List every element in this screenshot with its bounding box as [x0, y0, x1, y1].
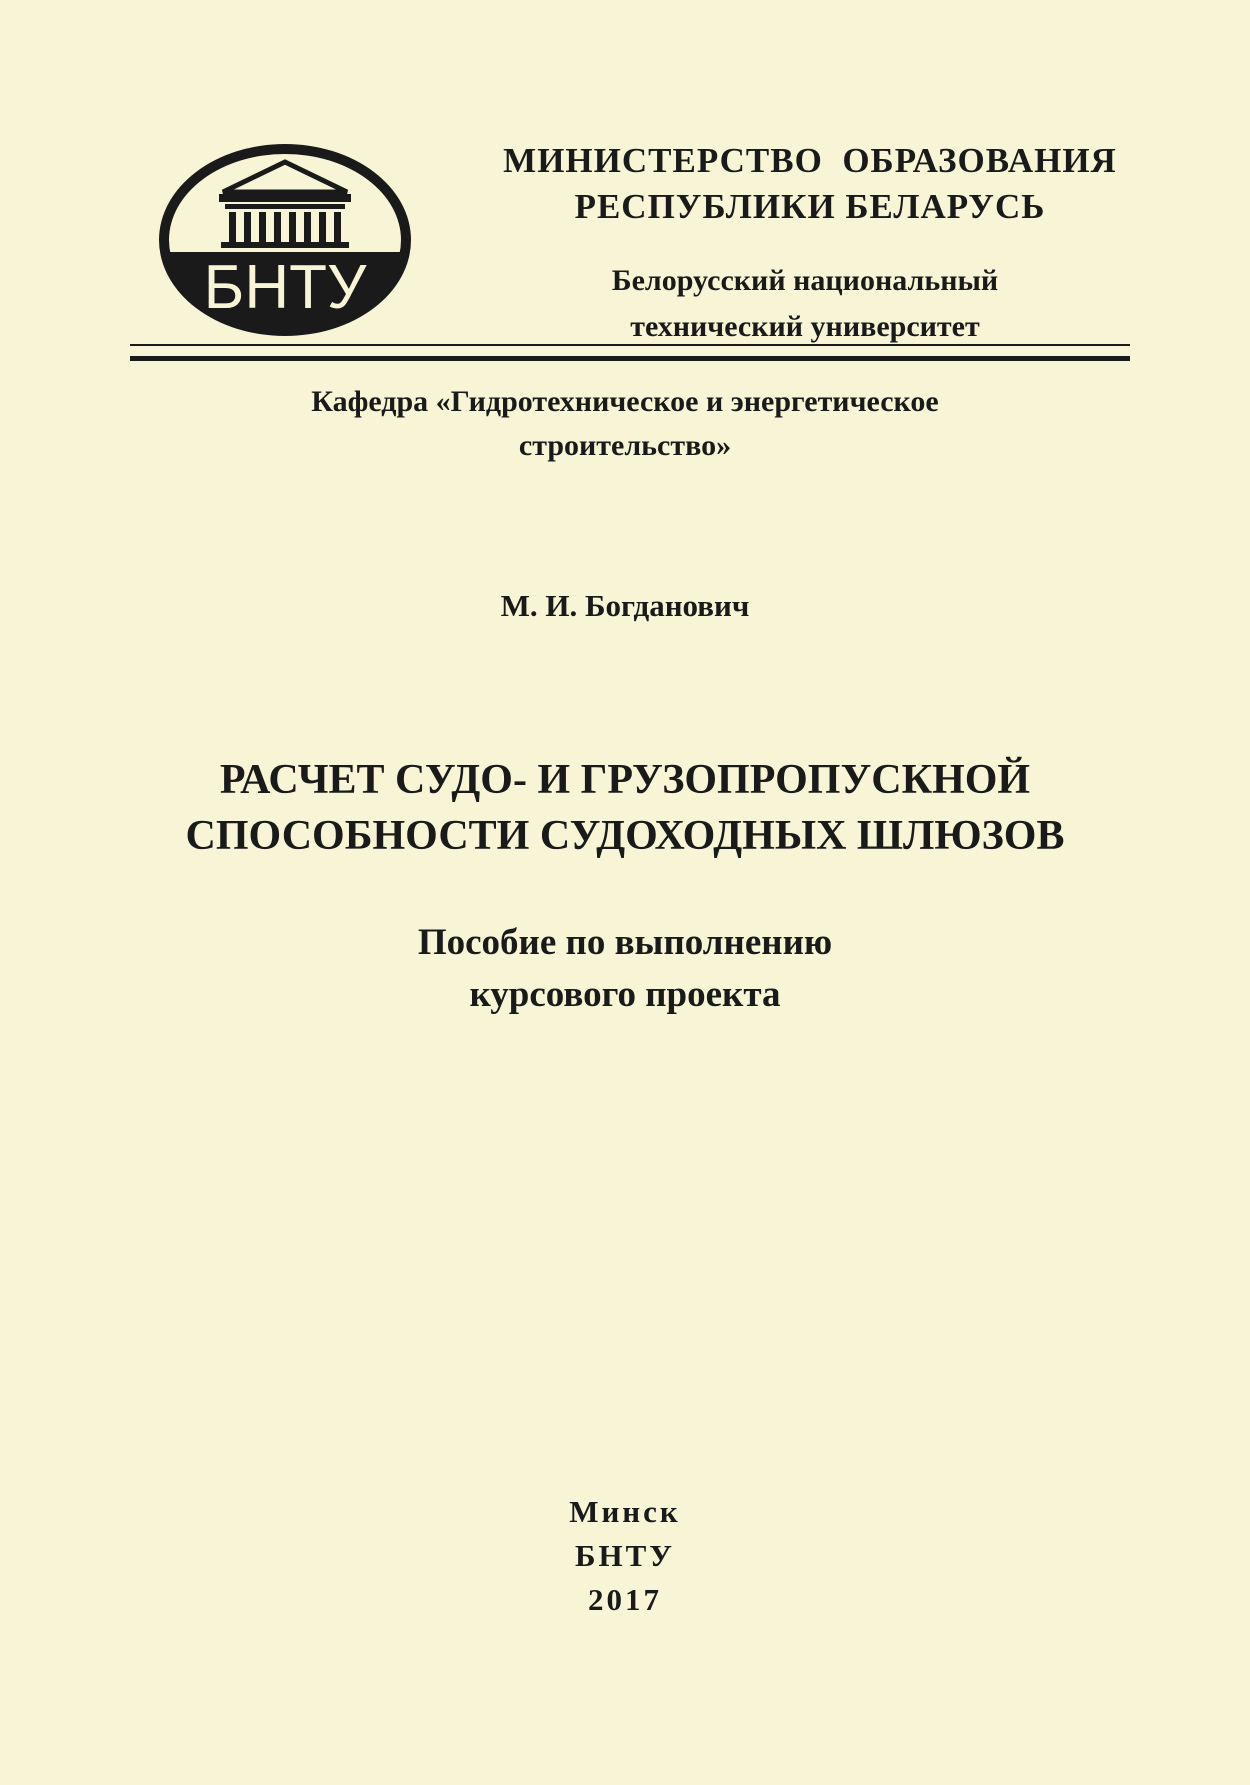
university-name	[535, 258, 1075, 350]
department-name	[180, 380, 1070, 468]
university-line-1: Белорусский национальный	[611, 264, 999, 297]
author-name: М. И. Богданович	[500, 588, 750, 623]
bntu-logo	[155, 140, 415, 340]
document-title	[80, 752, 1170, 864]
logo-text: БНТУ	[203, 253, 367, 322]
university-line-2: технический университет	[630, 310, 980, 343]
header-rule-thin	[130, 344, 1130, 346]
imprint-publisher: БНТУ	[574, 1538, 676, 1573]
imprint-city: Минск	[569, 1494, 681, 1529]
ministry-name	[470, 138, 1150, 230]
imprint	[0, 1490, 1250, 1622]
imprint-year: 2017	[588, 1582, 662, 1617]
document-subtitle	[0, 917, 1250, 1021]
subtitle-line-1: Пособие по выполнению	[417, 922, 833, 963]
department-line-1: Кафедра «Гидротехническое и энергетическое	[311, 385, 939, 418]
ministry-line-1: МИНИСТЕРСТВО ОБРАЗОВАНИЯ	[503, 141, 1117, 180]
university-building-icon	[155, 140, 415, 340]
ministry-line-2: РЕСПУБЛИКИ БЕЛАРУСЬ	[574, 187, 1046, 226]
header-rule-thick	[130, 356, 1130, 361]
department-line-2: строительство»	[518, 429, 732, 462]
subtitle-line-2: курсового проекта	[469, 974, 781, 1015]
title-line-2: СПОСОБНОСТИ СУДОХОДНЫХ ШЛЮЗОВ	[185, 813, 1065, 859]
title-line-1: РАСЧЕТ СУДО- И ГРУЗОПРОПУСКНОЙ	[219, 757, 1031, 803]
